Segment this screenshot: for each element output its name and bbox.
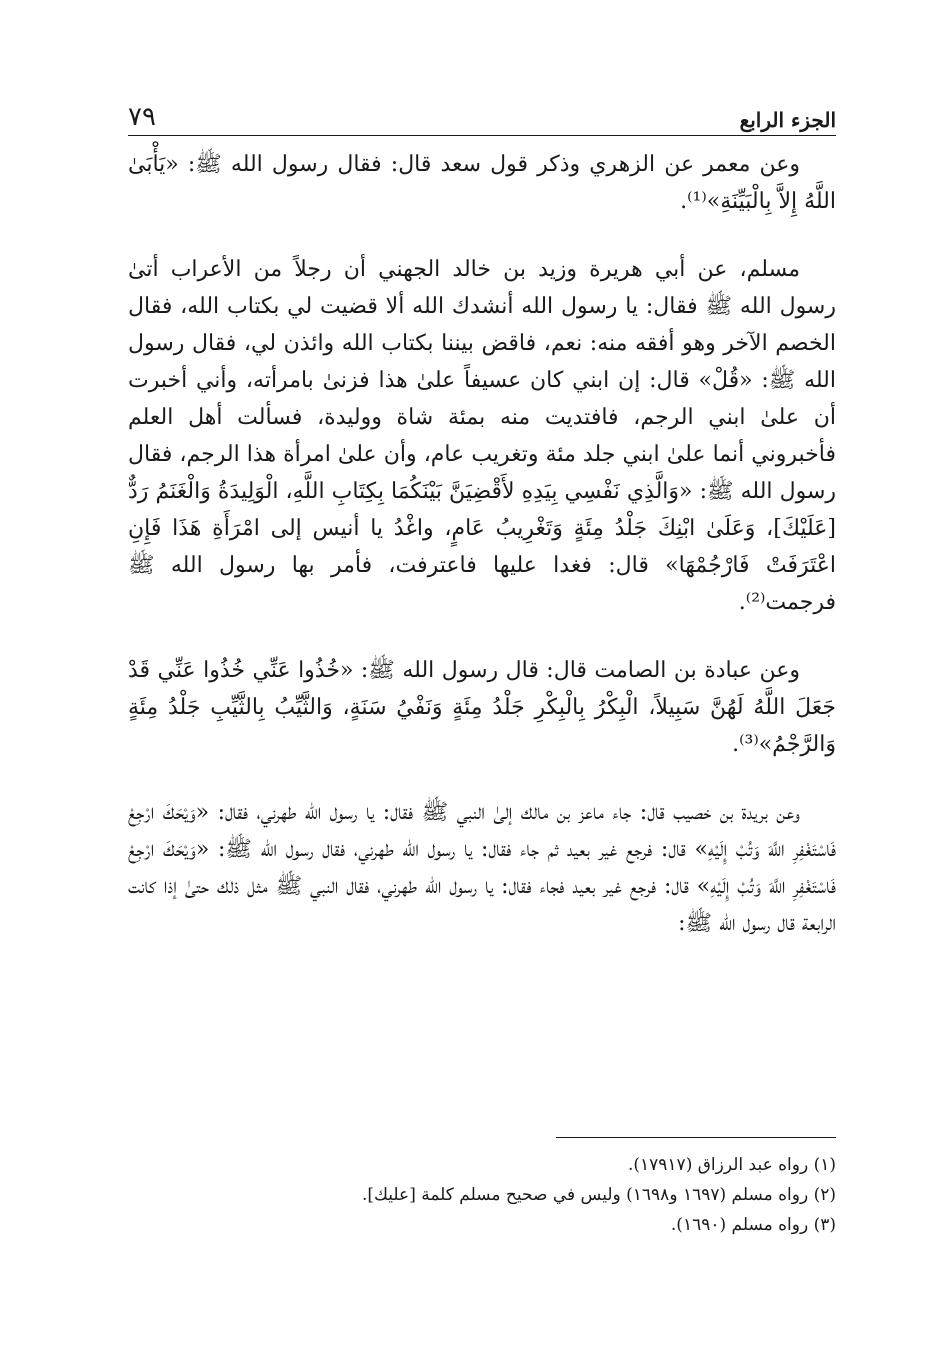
footnote-1: (١) رواه عبد الرزاق (١٧٩١٧).	[627, 1155, 836, 1175]
paragraph-3: وعن عبادة بن الصامت قال: قال رسول الله ﷺ: «خُذُوا عَنِّي خُذُوا عَنِّي قَدْ جَعَلَ اللَّهُ لَهُنَّ سَبِيلاً، الْبِكْرُ بِالْبِكْرِ جَلْدُ مِئَةٍ وَنَفْيُ سَنَةٍ، وَالثَّيِّبُ بِالثَّيِّبِ جَلْدُ مِئَةٍ وَالرَّجْمُ»⁽³⁾.	[128, 658, 836, 757]
paragraph-4: وعن بريدة بن خصيب قال: جاء ماعز بن مالك إلىٰ النبي ﷺ فقال: يا رسول الله طهرني، فقال: «وَيْحَكَ ارْجِعْ فَاسْتَغْفِرِ اللَّهَ وَتُبْ إِلَيْهِ» قال: فرجع غير بعيد ثم جاء فقال: يا رسول الله طهرني، فقال رسول الله ﷺ: «وَيْحَكَ ارْجِعْ فَاسْتَغْفِرِ اللَّهَ وَتُبْ إِلَيْهِ» قال: فرجع غير بعيد فجاء فقال: يا رسول الله طهرني، فقال النبي ﷺ مثل ذلك حتىٰ إذا كانت الرابعة قال رسول الله ﷺ:	[128, 800, 836, 936]
paragraph-2: مسلم، عن أبي هريرة وزيد بن خالد الجهني أن رجلاً من الأعراب أتىٰ رسول الله ﷺ فقال: يا رسول الله أنشدك الله ألا قضيت لي بكتاب الله، فقال الخصم الآخر وهو أفقه منه: نعم، فاقض بيننا بكتاب الله وائذن لي، فقال رسول الله ﷺ: «قُلْ» قال: إن ابني كان عسيفاً علىٰ هذا فزنىٰ بامرأته، وأني أخبرت أن علىٰ ابني الرجم، فافتديت منه بمئة شاة ووليدة، فسألت أهل العلم فأخبروني أنما علىٰ ابني جلد مئة وتغريب عام، وأن علىٰ امرأة هذا الرجم، فقال رسول الله ﷺ: «وَالَّذِي نَفْسِي بِيَدِهِ لأَقْضِيَنَّ بَيْنَكُمَا بِكِتَابِ اللَّهِ، الْوَلِيدَةُ وَالْغَنَمُ رَدٌّ [عَلَيْكَ]، وَعَلَىٰ ابْنِكَ جَلْدُ مِئَةٍ وَتَغْرِيبُ عَامٍ، واغْدُ يا أنيس إلى امْرَأَةِ هَذَا فَإِنِ اعْتَرَفَتْ فَارْجُمْهَا» قال: فغدا عليها فاعترفت، فأمر بها رسول الله ﷺ فرجمت⁽²⁾.	[128, 257, 836, 615]
footnote-rule	[556, 1137, 836, 1138]
running-header	[128, 92, 836, 132]
paragraph-1: وعن معمر عن الزهري وذكر قول سعد قال: فقال رسول الله ﷺ: «يَأْبَىٰ اللَّهُ إِلاَّ بِالْبَيِّنَةِ»⁽¹⁾.	[128, 152, 836, 214]
footnote-2: (٢) رواه مسلم (١٦٩٧ و١٦٩٨) وليس في صحيح مسلم كلمة [عليك].	[361, 1185, 836, 1205]
header-title: الجزء الرابع	[739, 108, 836, 132]
footnote-3: (٣) رواه مسلم (١٦٩٠).	[670, 1215, 836, 1235]
page-number: ٧٩	[128, 102, 156, 132]
header-rule	[128, 135, 836, 136]
body-text	[128, 146, 836, 942]
footnotes	[128, 1150, 836, 1240]
